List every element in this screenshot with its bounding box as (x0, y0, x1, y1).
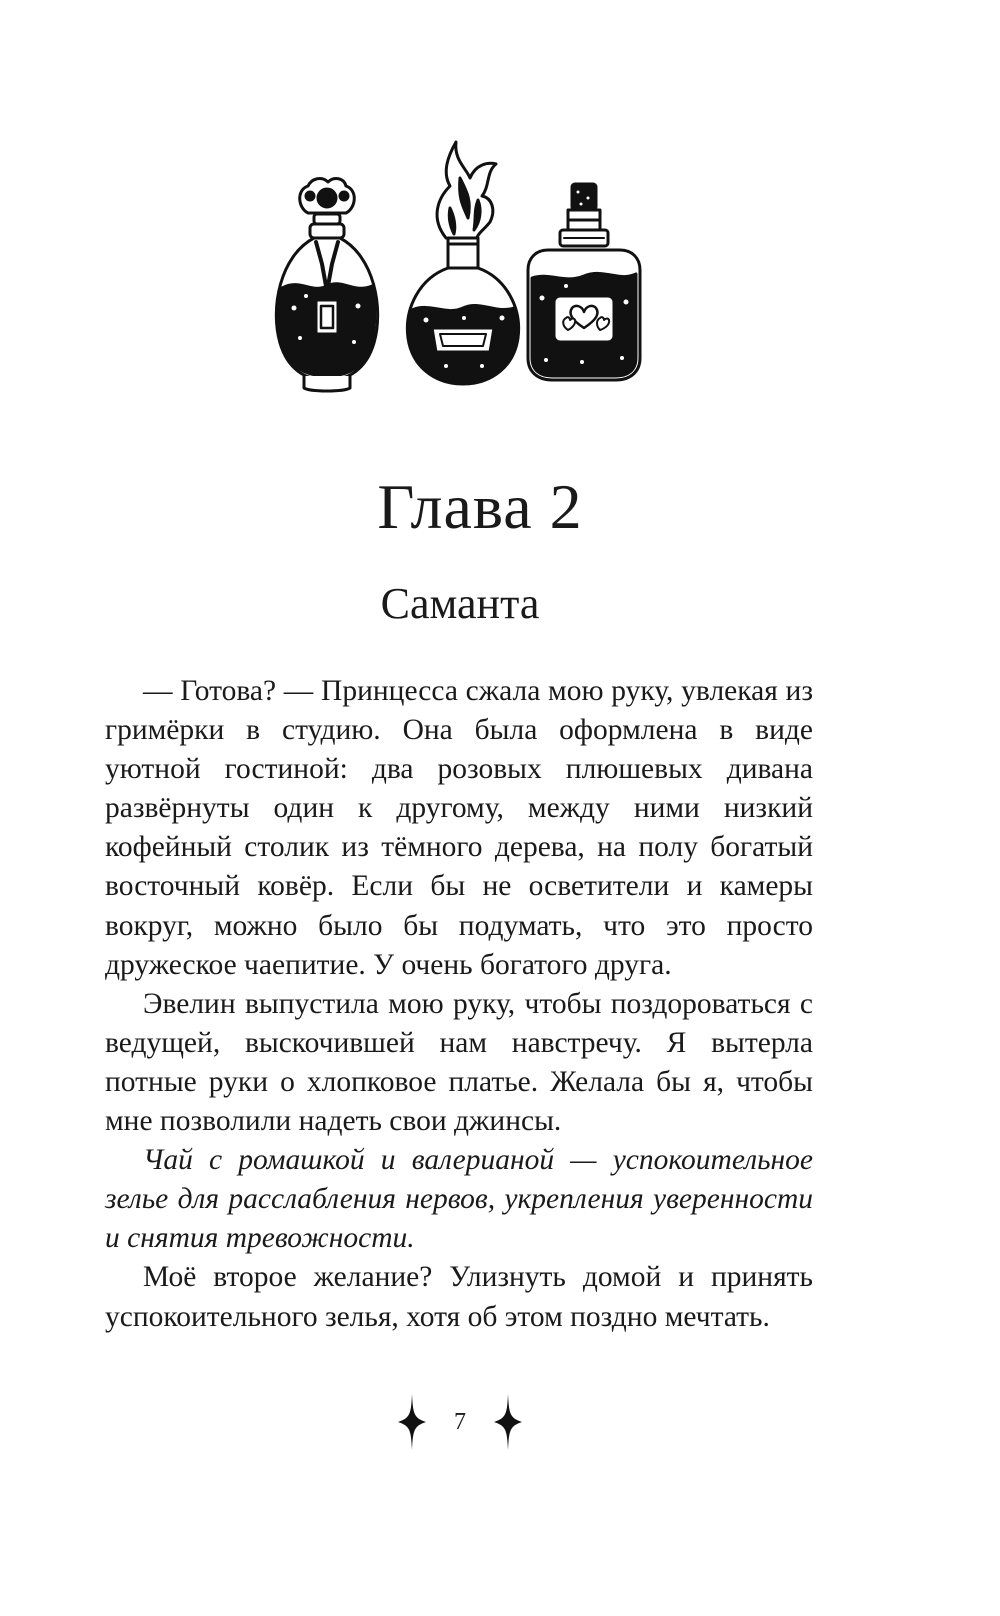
italic-paragraph: Чай с ромашкой и валерианой — успокоительное зелье для расслабления нервов, укрепления уверенности и снятия тревожности. (105, 1144, 813, 1255)
heart-label-perfume-bottle-icon (528, 184, 640, 380)
paragraph: — Готова? — Принцесса сжала мою руку, увлекая из гримёрки в студию. Она была оформлена в виде уютной гостиной: два розовых плюшевых дивана развёрнуты один к другому, между ними низкий кофейный столик из тёмного дерева, на полу богатый восточный ковёр. Если бы не осветители и камеры вокруг, можно было бы подумать, что это просто дружеское чаепитие. У очень богатого друга. (105, 675, 813, 981)
paragraph: Эвелин выпустила мою руку, чтобы поздороваться с ведущей, выскочившей нам навстречу. Я вытерла потные руки о хлопковое платье. Желала бы я, чтобы мне позволили надеть свои джинсы. (105, 987, 813, 1138)
potion-bottles-illustration (270, 138, 670, 408)
page-footer (0, 1392, 920, 1452)
paragraph: Моё второе желание? Улизнуть домой и принять успокоительного зелья, хотя об этом поздно мечтать. (105, 1261, 813, 1333)
flame-potion-flask-icon (407, 142, 518, 384)
body-text (105, 672, 813, 1337)
crown-stopper-potion-bottle-icon (276, 179, 377, 391)
four-point-star-icon (398, 1394, 426, 1450)
chapter-subtitle: Саманта (380, 579, 540, 628)
page-number: 7 (454, 1409, 466, 1435)
four-point-star-icon (494, 1394, 522, 1450)
chapter-title: Глава 2 (377, 471, 583, 542)
